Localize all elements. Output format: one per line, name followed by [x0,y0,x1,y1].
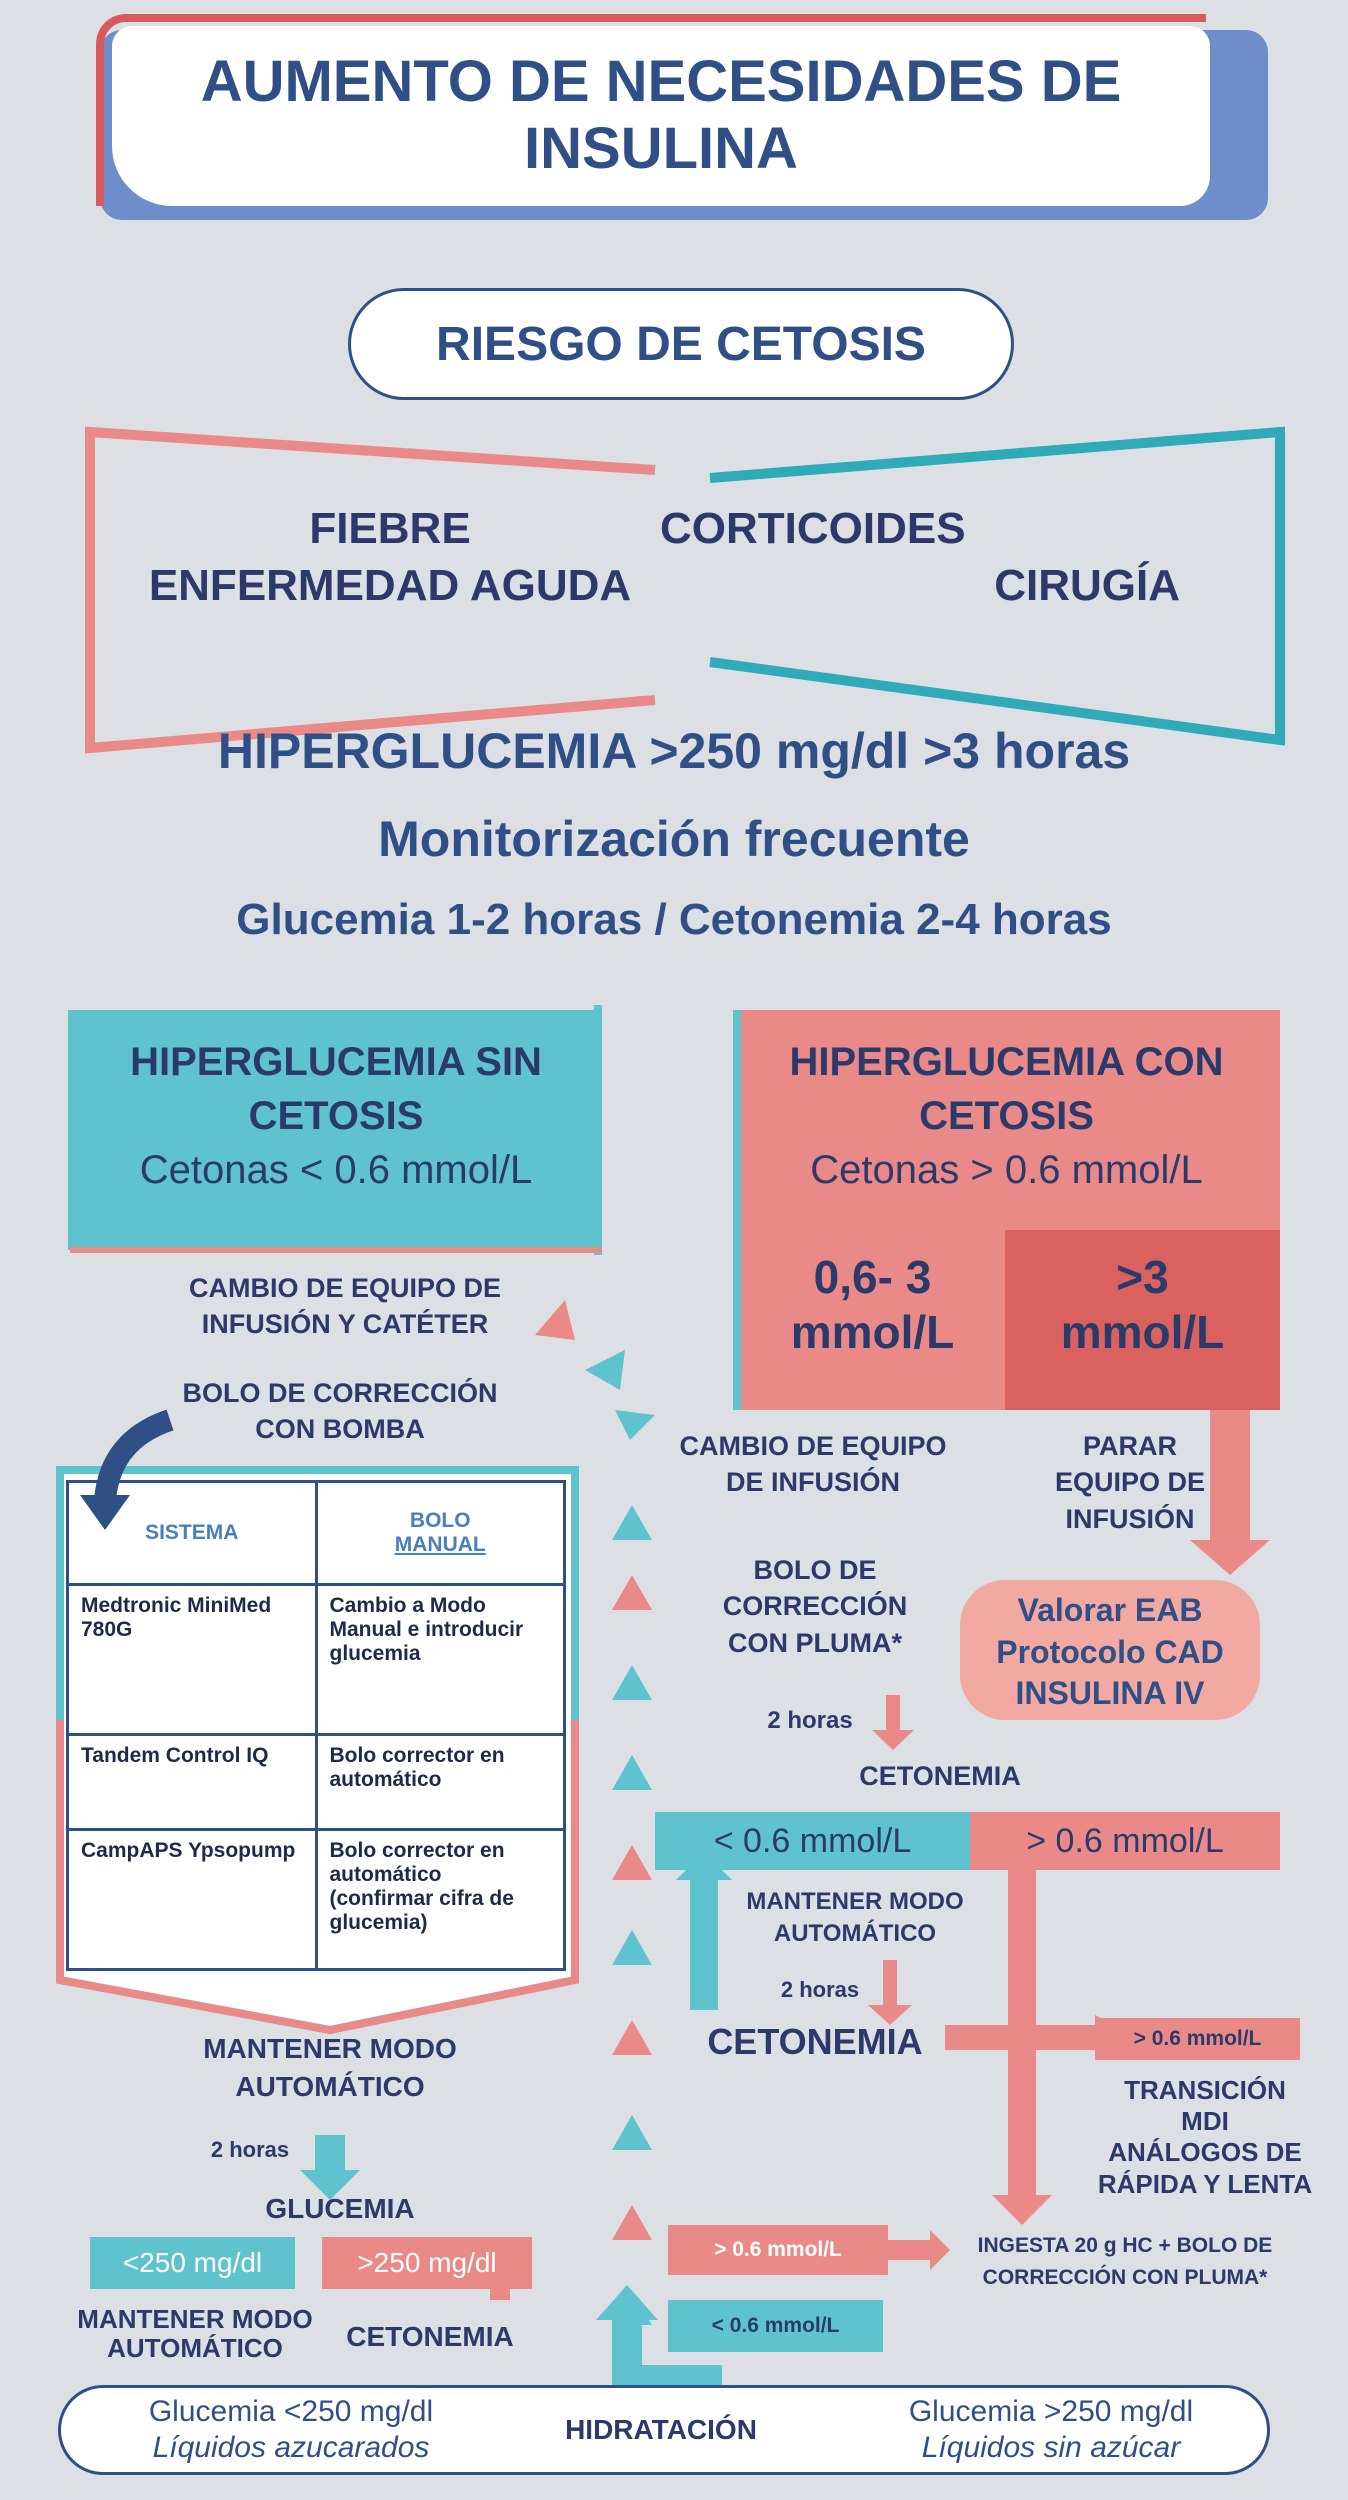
step-change-line-1: CAMBIO DE EQUIPO DE [188,1273,502,1303]
factor-fiebre: FIEBRE [309,504,471,553]
right-header [733,1035,1280,1197]
transition-mdi [1080,2075,1330,2200]
right-pen-3: CON PLUMA* [728,1627,902,1658]
evaluate-line-1: Valorar EAB [1017,1592,1203,1628]
factors-right [660,500,1180,614]
table-row [68,1735,565,1830]
step-bolus-line-1: BOLO DE CORRECCIÓN [182,1378,498,1408]
left-header-ketones: Cetonas < 0.6 mmol/L [139,1148,533,1192]
right-change-equipo-2: DE INFUSIÓN [725,1467,900,1498]
table-header-system: SISTEMA [68,1482,317,1585]
left-header [70,1035,602,1197]
step-bolus-line-2: CON BOMBA [255,1414,425,1445]
headline-frequency: Glucemia 1-2 horas / Cetonemia 2-4 horas [236,895,1112,944]
left-two-hours: 2 horas [210,2137,290,2162]
left-keep-auto-bottom-1: MANTENER MODO [77,2304,313,2334]
right-pen-1: BOLO DE [753,1555,877,1585]
step-change-line-2: INFUSIÓN Y CATÉTER [201,1309,489,1340]
right-header-title-1: HIPERGLUCEMIA CON [789,1040,1224,1084]
transition-mdi-3: ANÁLOGOS DE [1108,2137,1302,2168]
table-cell-bolus: Cambio a Modo Manual e introducir glucemia [316,1585,565,1735]
step-bolus-pump [140,1375,540,1448]
evaluate-line-2: Protocolo CAD [996,1633,1224,1670]
evaluate-line-3: INSULINA IV [1015,1675,1205,1712]
range-high [1005,1250,1280,1360]
right-pen-bolus [690,1552,940,1661]
ketone-gt06-small: > 0.6 mmol/L [1095,2018,1300,2060]
transition-mdi-2: MDI [1181,2106,1229,2137]
transition-mdi-1: TRANSICIÓN [1124,2075,1286,2105]
table-cell-bolus: Bolo corrector en automático [316,1735,565,1830]
table-row [68,1830,565,1970]
range-mid-value: 0,6- 3 [813,1251,932,1303]
footer-hydration [58,2385,1270,2475]
ketone-gt06-bottom: > 0.6 mmol/L [668,2225,888,2275]
right-stop-1: PARAR [1083,1431,1177,1461]
intake-line-2: CORRECCIÓN CON PLUMA* [982,2265,1268,2289]
factor-enfermedad: ENFERMEDAD AGUDA [148,561,632,611]
factor-cirugia: CIRUGÍA [994,561,1180,611]
footer-left-2: Líquidos azucarados [152,2431,430,2464]
right-cetonemia-a: CETONEMIA [859,1761,1021,1791]
right-keep-auto-1: MANTENER MODO [746,1888,964,1915]
factor-corticoides: CORTICOIDES [660,504,966,553]
left-glucemia: GLUCEMIA [265,2193,415,2224]
left-keep-auto-bottom [50,2305,340,2362]
left-header-title-1: HIPERGLUCEMIA SIN [130,1040,542,1084]
left-keep-auto-1: MANTENER MODO [203,2033,457,2064]
factors-left [110,500,670,614]
intake-line-1: INGESTA 20 g HC + BOLO DE [977,2234,1273,2257]
right-keep-auto [720,1886,990,1951]
range-high-unit: mmol/L [1060,1306,1225,1359]
right-header-ketones: Cetonas > 0.6 mmol/L [810,1148,1203,1192]
step-change-catheter [145,1270,545,1343]
footer-center: HIDRATACIÓN [565,2414,757,2445]
ketone-lt06-bottom: < 0.6 mmol/L [668,2300,883,2352]
ketone-gt06: > 0.6 mmol/L [970,1812,1280,1870]
intake-bolus [945,2230,1305,2293]
headline-monitoring: Monitorización frecuente [378,811,970,867]
evaluate-eab [960,1580,1260,1720]
right-two-hours-b: 2 horas [780,1977,860,2002]
headline-hyperglycemia: HIPERGLUCEMIA >250 mg/dl >3 horas [217,723,1131,779]
glucemia-gt250: >250 mg/dl [322,2237,532,2289]
table-cell-system: Tandem Control IQ [68,1735,317,1830]
cyan-return-arrow [690,1870,718,2010]
right-header-title-2: CETOSIS [919,1094,1094,1138]
table-cell-system: Medtronic MiniMed 780G [68,1585,317,1735]
footer-right-1: Glucemia >250 mg/dl [908,2395,1194,2428]
risk-pill: RIESGO DE CETOSIS [348,288,1014,400]
table-header-bolus-1: BOLO [409,1509,471,1532]
long-salmon-bar [1008,1845,1036,2205]
bolus-table [66,1480,566,1971]
table-header-bolus [316,1482,565,1585]
right-cetonemia-b: CETONEMIA [707,2021,923,2062]
right-stop-2: EQUIPO DE [1054,1467,1206,1498]
right-stop-pump [1020,1428,1240,1537]
range-mid-unit: mmol/L [790,1306,955,1359]
right-keep-auto-2: AUTOMÁTICO [773,1920,937,1948]
left-keep-auto-2: AUTOMÁTICO [235,2070,425,2102]
ketone-lt06: < 0.6 mmol/L [655,1812,970,1870]
right-change-equipo-1: CAMBIO DE EQUIPO [679,1431,947,1461]
table-cell-system: CampAPS Ypsopump [68,1830,317,1970]
glucemia-lt250: <250 mg/dl [90,2237,295,2289]
footer-left-1: Glucemia <250 mg/dl [148,2395,434,2428]
left-cetonemia: CETONEMIA [346,2321,514,2352]
footer-left [81,2394,501,2466]
footer-right-2: Líquidos sin azúcar [921,2431,1181,2464]
left-keep-auto [140,2030,520,2106]
range-mid [745,1250,1000,1360]
transition-mdi-4: RÁPIDA Y LENTA [1097,2168,1313,2199]
right-two-hours-a: 2 horas [767,1707,853,1734]
footer-right [841,2394,1261,2466]
left-header-title-2: CETOSIS [248,1094,424,1138]
range-high-value: >3 [1116,1251,1169,1303]
table-cell-bolus: Bolo corrector en automático (confirmar cifra de glucemia) [316,1830,565,1970]
table-row [68,1585,565,1735]
right-pen-2: CORRECCIÓN [722,1591,908,1622]
left-keep-auto-bottom-2: AUTOMÁTICO [107,2332,283,2363]
right-change-equipo [648,1428,978,1501]
table-header-bolus-2: MANUAL [394,1533,486,1556]
page-title: AUMENTO DE NECESIDADES DE INSULINA [112,26,1210,206]
right-stop-3: INFUSIÓN [1065,1503,1195,1534]
